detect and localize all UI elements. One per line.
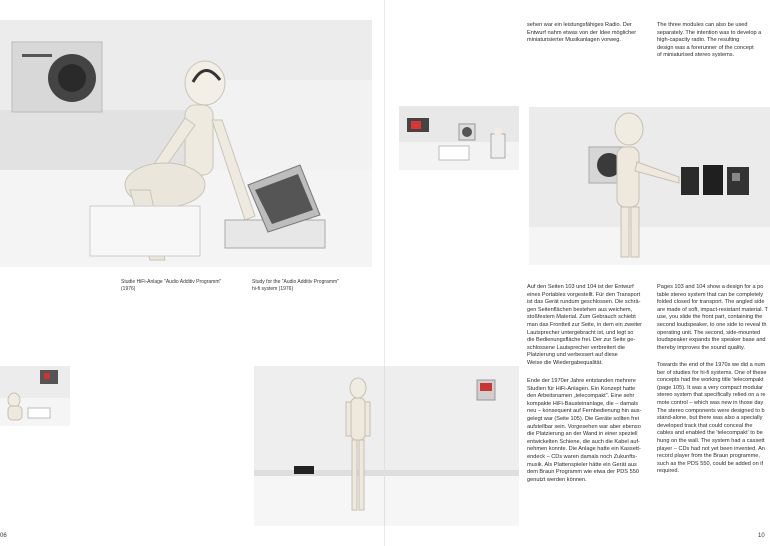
text-en-main-2: Towards the end of the 1970s we did a num ber of studies for hi-fi systems. One of these concepts had the working title 'telecompakt (page 105). It was a very compact modular stereo system that specifically relied on a re mote control – which was new in those day The stereo components were designed to b stand-alone, but there was also a specially developed track that could conceal the cables and enabled the 'telecompakt' to be hung on the wall. The system had a cassett player – CDs had not yet been invented. An record player from the Braun programme, such as the PDS 550, could be added on if required. <box>657 362 767 475</box>
photo-modules-shelf <box>399 106 519 170</box>
photo-mannequin-shelf-small <box>0 366 70 426</box>
page-number-left: 06 <box>0 533 7 539</box>
text-en-top: The three modules can also be used separately. The intention was to develop a high-capacity radio. The resulting design was a forerunner of the concept of miniaturised stereo systems. <box>657 22 762 59</box>
photo-mannequin-audio-system <box>0 20 372 267</box>
text-de-main-2: Ende der 1970er Jahre entstanden mehrere Studien für HiFi-Anlagen. Ein Konzept hatte den Arbeitsnamen „telecompakt". Eine sehr kompakte HiFi-Bausteinanlage, die – damals neu – konsequent auf Fernbedienung hin aus- gelegt war (Seite 105). Die Geräte sollten frei aufstellbar sein. Vorgesehen war aber ebenso die Platzierung an der Wand in einer speziell entwickelten Schiene, die auch die Kabel auf- nehmen konnte. Die Anlage hatte ein Kassett- endeck – CDs waren damals noch Zukunfts- musik. Als Plattenspieler hätte ein Gerät aus dem Braun Programm wie etwa der PDS 550 genutzt werden können. <box>527 378 642 483</box>
caption-right: Study for the "Audio Additiv Programm" hi-fi system (1976) <box>252 279 339 292</box>
photo-wall-mounted-system <box>529 107 770 265</box>
caption-left: Studie HiFi-Anlage "Audio Additiv Programm" (1976) <box>121 279 222 292</box>
page-number-right: 10 <box>758 533 765 539</box>
text-de-main-1: Auf den Seiten 103 und 104 ist der Entwurf eines Portables vorgestellt. Für den Transport ist das Gerät rundum geschlossen. Die schrä- gen Seitenflächen bestehen aus weichem, stoßfestem Material. Zum Gebrauch schiebt man das Frontteil zur Seite, in dem ein zweiter Lautsprecher untergebracht ist, und legt so die Bedienungsfläche frei. Der zur Seite ge- schlossene Lautsprecher verbreitert die Platzierung und verbessert auf diese Weise die Wiedergabequalität. <box>527 284 643 366</box>
photo-standing-mannequin-speaker <box>254 366 519 526</box>
text-en-main-1: Pages 103 and 104 show a design for a po table stereo system that can be completely folded closed for transport. The angled side are made of soft, impact-resistant material. T use, you slide the front part, containing the second loudspeaker, to one side to reveal th operating unit. The second, side-mounted loudspeaker expands the speaker base and thereby improves the sound quality. <box>657 284 768 351</box>
text-de-top: sehen war ein leistungsfähiges Radio. Der Entwurf nahm etwas von der Idee möglicher miniaturisierter Musikanlagen vorweg. <box>527 22 637 44</box>
